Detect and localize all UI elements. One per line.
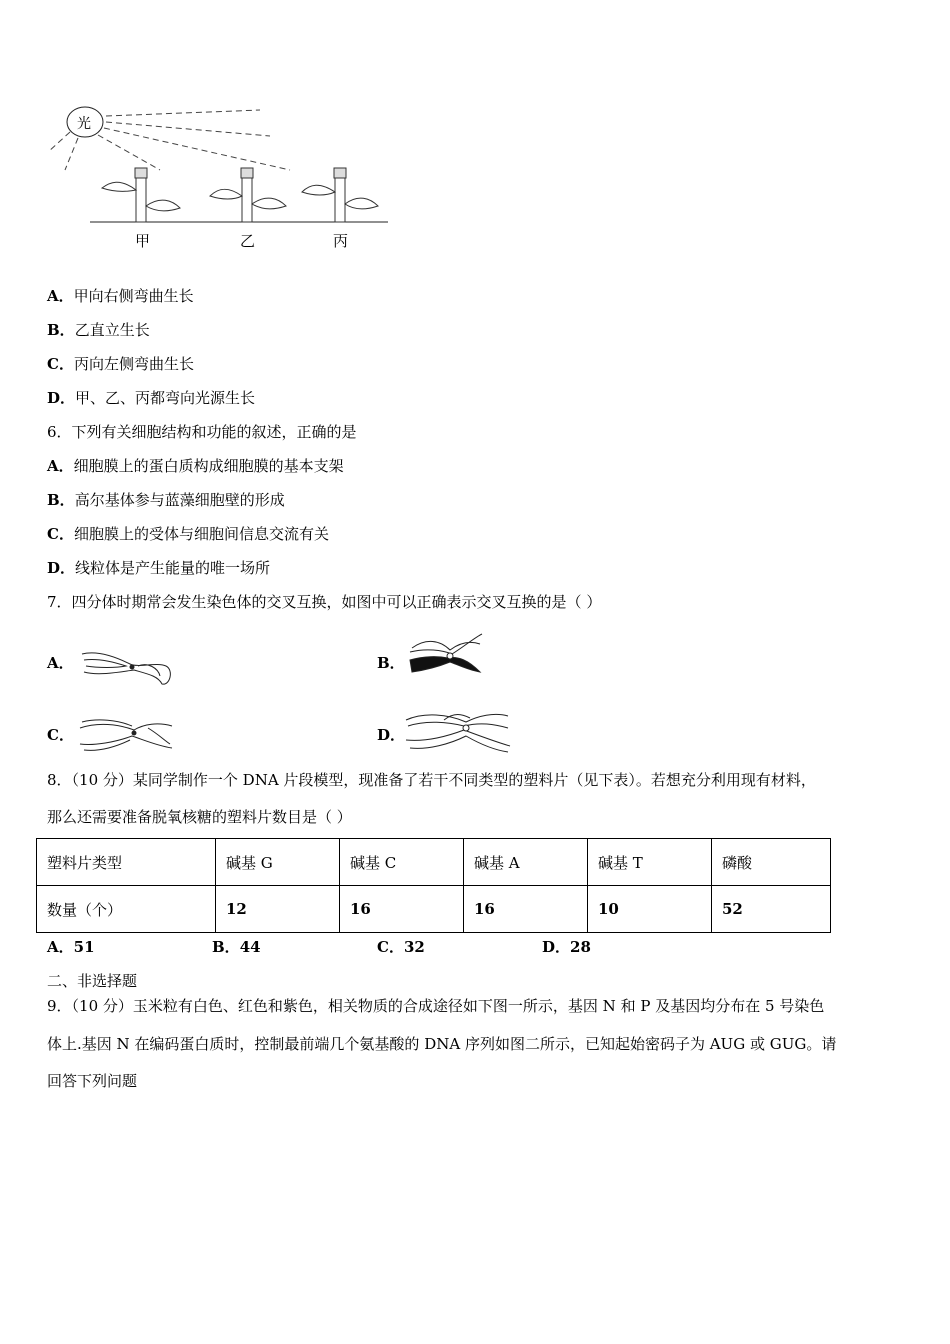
q9-line1: 9．（10 分）玉米粒有白色、红色和紫色，相关物质的合成途径如下图一所示，基因 N 和 P 及基因均分布在 5 号染色 — [47, 997, 825, 1015]
q5-option-d: D．甲、乙、丙都弯向光源生长 — [47, 389, 256, 407]
q6-option-b: B．高尔基体参与蓝藻细胞壁的形成 — [47, 491, 285, 509]
q6-option-d: D．线粒体是产生能量的唯一场所 — [47, 559, 271, 577]
q7-figure-c — [78, 716, 178, 754]
table-row — [37, 886, 831, 933]
q5-option-a: A．甲向右侧弯曲生长 — [47, 287, 194, 305]
q9-line2: 体上.基因 N 在编码蛋白质时，控制最前端几个氨基酸的 DNA 序列如图二所示，已知起始密码子为 AUG 或 GUG。请 — [47, 1035, 837, 1053]
table-header-cell: 碱基 T — [588, 839, 712, 886]
q7-figure-b — [406, 630, 486, 682]
plant-bing — [302, 168, 378, 222]
q7-option-c-label: C． — [47, 726, 74, 744]
table-header-cell: 碱基 C — [340, 839, 464, 886]
light-figure — [40, 100, 400, 250]
q6-option-c: C．细胞膜上的受体与细胞间信息交流有关 — [47, 525, 329, 543]
table-cell: 10 — [588, 886, 712, 933]
q7-option-d-label: D． — [377, 726, 406, 744]
q7-figure-d — [404, 708, 514, 754]
plant-label-bing: 丙 — [333, 232, 349, 250]
q8-answer-d: D．28 — [542, 938, 591, 956]
q8-stem-line1: 8．（10 分）某同学制作一个 DNA 片段模型，现准备了若干不同类型的塑料片（见下表）。若想充分利用现有材料， — [47, 771, 816, 789]
q8-stem-line2: 那么还需要准备脱氧核糖的塑料片数目是（ ） — [47, 808, 352, 826]
q9-line3: 回答下列问题 — [47, 1072, 138, 1090]
table-header-cell: 磷酸 — [712, 839, 831, 886]
table-header-cell: 碱基 A — [464, 839, 588, 886]
table-cell: 16 — [464, 886, 588, 933]
plant-label-jia: 甲 — [135, 232, 151, 250]
table-cell: 数量（个） — [37, 886, 216, 933]
q5-option-c: C．丙向左侧弯曲生长 — [47, 355, 194, 373]
plant-yi — [210, 168, 286, 222]
plant-jia — [102, 168, 180, 222]
q6-stem: 6．下列有关细胞结构和功能的叙述，正确的是 — [47, 423, 357, 441]
table-header-cell: 塑料片类型 — [37, 839, 216, 886]
section-title: 二、非选择题 — [47, 972, 138, 990]
q5-option-b: B．乙直立生长 — [47, 321, 150, 339]
q8-answer-c: C．32 — [377, 938, 425, 956]
q6-option-a: A．细胞膜上的蛋白质构成细胞膜的基本支架 — [47, 457, 344, 475]
q7-option-a-label: A． — [47, 654, 74, 672]
plant-label-yi: 乙 — [240, 232, 256, 250]
q7-figure-a — [78, 646, 178, 688]
q8-answer-a: A．51 — [47, 938, 95, 956]
q8-answer-b: B．44 — [212, 938, 261, 956]
plastic-pieces-table — [36, 838, 831, 933]
q7-option-b-label: B． — [377, 654, 405, 672]
table-cell: 52 — [712, 886, 831, 933]
q7-stem: 7．四分体时期常会发生染色体的交叉互换，如图中可以正确表示交叉互换的是（ ） — [47, 593, 602, 611]
table-cell: 16 — [340, 886, 464, 933]
table-header-row — [37, 839, 831, 886]
table-header-cell: 碱基 G — [216, 839, 340, 886]
sun-label: 光 — [77, 116, 91, 132]
table-cell: 12 — [216, 886, 340, 933]
